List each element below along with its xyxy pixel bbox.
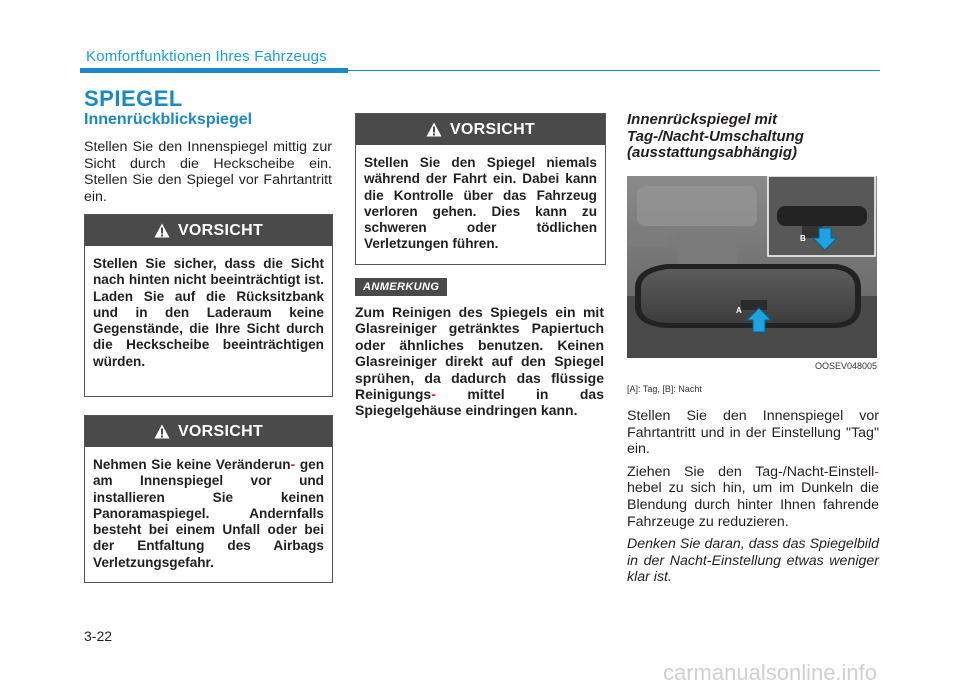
note-text-part: Zum Reinigen des Spiegels ein mit Glasreiniger getränktes Papiertuch oder ähnliches benutzen. Keinen Glasreiniger direkt auf den Spiegel sprühen, da dadurch das flüssige Reinigungs [355,304,604,403]
feature-title-line: Tag-/Nacht-Umschaltung [627,127,804,145]
paragraph-part: hebel zu sich hin, um im Dunkeln die Blendung durch hinter Ihnen fahrende Fahrzeuge zu reduzieren. [627,480,879,530]
caution-text: Stellen Sie sicher, dass die Sicht nach hinten nicht beeinträchtigt ist. Laden Sie auf die Rücksitzbank und in den Laderaum keine Gegenstände, die Ihre Sicht durch die Heckscheibe beeinträchtigen würden. [93,256,324,369]
caution-text: Stellen Sie den Spiegel niemals während der Fahrt ein. Dabei kann die Kontrolle über das Fahrzeug verloren gehen. Dies kann zu schweren oder tödlichen Verletzungen führen. [364,155,597,252]
caution-label: VORSICHT [449,120,536,138]
section-title: SPIEGEL [84,86,183,111]
caution-box-3 [355,113,606,265]
caution-box-1 [84,214,333,397]
intro-text: Stellen Sie den Innenspiegel mittig zur Sicht durch die Heckscheibe ein. Stellen Sie den Spiegel vor Fahrtantritt ein. [84,139,332,205]
caution-text-part: gen am Innenspiegel vor und installieren Sie keinen Panoramaspiegel. Andernfalls besteht bei einem Unfall oder bei der Entfaltung des Airbags Verletzungsgefahr. [93,457,325,570]
caution-label: VORSICHT [177,422,264,440]
mirror-photo-drawing [627,176,877,372]
hyphen-mark: - [290,457,296,472]
hyphen-mark: - [874,463,879,480]
caution-text-part: Nehmen Sie keine Veränderun [93,457,291,472]
subsection-title: Innenrückblickspiegel [84,111,253,128]
header-rule [80,68,348,73]
feature-title-line: Innenrückspiegel mit [627,111,778,128]
caution-header [356,114,605,145]
caution-header [85,416,332,447]
image-code: OOSEV048005 [814,361,877,371]
warning-triangle-icon [426,122,442,137]
image-caption: [A]: Tag, [B]: Nacht [627,384,702,394]
caution-box-2 [84,415,333,583]
col3-body [627,408,879,592]
feature-title-line: (ausstattungsabhängig) [627,144,798,161]
feature-title [627,112,879,162]
warning-triangle-icon [154,223,170,238]
mirror-illustration [627,176,877,372]
running-header: Komfortfunktionen Ihres Fahrzeugs [86,48,327,65]
paragraph-lever [627,464,879,530]
warning-triangle-icon [154,424,170,439]
caution-text [85,447,332,579]
watermark: carmanualsonline.info [663,660,878,685]
caution-header [85,215,332,246]
note-text [355,304,604,419]
intro-paragraph [84,139,332,211]
note-badge: ANMERKUNG [355,278,447,296]
paragraph-part: Ziehen Sie den Tag-/Nacht-Einstell [627,463,875,480]
note-text-part: mittel in das Spiegelgehäuse eindringen kann. [355,386,605,419]
paragraph-day: Stellen Sie den Innenspiegel vor Fahrtantritt und in der Einstellung "Tag" ein. [627,408,879,458]
label-b: B [800,234,806,243]
header-thin-rule [348,70,880,71]
caution-label: VORSICHT [177,221,264,239]
paragraph-night-note: Denken Sie daran, dass das Spiegelbild in der Nacht-Einstellung etwas weniger klar ist. [627,536,879,586]
page-number: 3-22 [84,628,113,644]
hyphen-mark: - [431,386,436,403]
label-a: A [736,306,742,315]
